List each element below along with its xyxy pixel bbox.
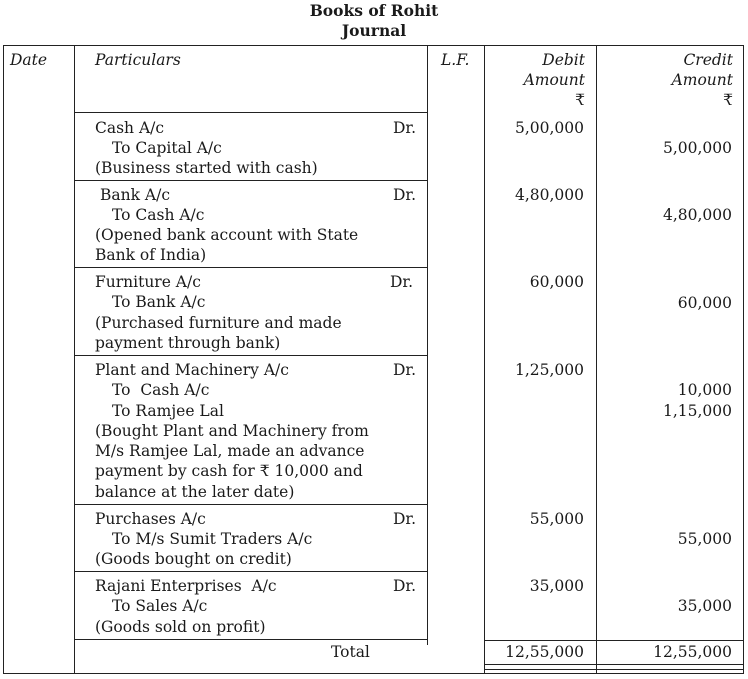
- entry-debit: 4,80,000: [514, 186, 584, 204]
- entry-debit: 35,000: [529, 577, 584, 595]
- total-rule-bottom-2: [484, 669, 744, 670]
- entry-narration: (Purchased furniture and made: [95, 314, 342, 332]
- header-debit: Debit Amount ₹: [523, 51, 585, 109]
- entry-to-line: To Sales A/c: [112, 597, 208, 615]
- total-credit: 12,55,000: [653, 643, 732, 661]
- entry-credit: 10,000: [677, 381, 732, 399]
- entry-narration: payment by cash for ₹ 10,000 and: [95, 462, 363, 480]
- entry-dr: Dr.: [393, 186, 417, 204]
- entry-divider: [74, 571, 427, 572]
- entry-dr: Dr.: [393, 119, 417, 137]
- entry-narration: (Business started with cash): [95, 159, 318, 177]
- entry-account: Furniture A/c: [95, 273, 201, 291]
- entry-narration: (Opened bank account with State: [95, 226, 359, 244]
- entry-narration: payment through bank): [95, 334, 281, 352]
- total-rule-top: [484, 640, 744, 641]
- entry-to-line: To Ramjee Lal: [112, 402, 224, 420]
- entry-credit: 4,80,000: [662, 206, 732, 224]
- book-title: Books of Rohit: [309, 1, 439, 20]
- entry-account: Cash A/c: [95, 119, 165, 137]
- entry-to-line: To Capital A/c: [112, 139, 222, 157]
- col-divider-lf: [484, 45, 485, 674]
- entry-account: Plant and Machinery A/c: [95, 361, 289, 379]
- total-debit: 12,55,000: [505, 643, 584, 661]
- entry-account: Purchases A/c: [95, 510, 206, 528]
- entry-divider: [74, 355, 427, 356]
- entry-debit: 1,25,000: [514, 361, 584, 379]
- entry-account: Rajani Enterprises A/c: [95, 577, 277, 595]
- entry-narration: balance at the later date): [95, 483, 295, 501]
- entry-debit: 60,000: [529, 273, 584, 291]
- entry-debit: 55,000: [529, 510, 584, 528]
- entry-debit: 5,00,000: [514, 119, 584, 137]
- total-label: Total: [331, 643, 370, 661]
- entry-credit: 55,000: [677, 530, 732, 548]
- entry-account: Bank A/c: [100, 186, 171, 204]
- entry-credit: 1,15,000: [662, 402, 732, 420]
- entry-credit: 60,000: [677, 294, 732, 312]
- header-divider: [74, 112, 427, 113]
- entry-dr: Dr.: [393, 577, 417, 595]
- entry-to-line: To Bank A/c: [112, 293, 206, 311]
- entry-narration: Bank of India): [95, 246, 207, 264]
- entry-credit: 5,00,000: [662, 139, 732, 157]
- entry-dr: Dr.: [393, 361, 417, 379]
- col-divider-particulars: [427, 45, 428, 645]
- total-rule-bottom-1: [484, 664, 744, 665]
- entry-dr: Dr.: [390, 273, 414, 291]
- col-divider-date: [74, 45, 75, 674]
- entry-credit: 35,000: [677, 597, 732, 615]
- entry-divider: [74, 267, 427, 268]
- entry-divider: [74, 639, 427, 640]
- entry-divider: [74, 504, 427, 505]
- entry-narration: (Bought Plant and Machinery from: [95, 422, 369, 440]
- entry-to-line: To M/s Sumit Traders A/c: [112, 530, 313, 548]
- entry-to-line: To Cash A/c: [112, 206, 205, 224]
- entry-divider: [74, 180, 427, 181]
- col-divider-debit: [596, 45, 597, 674]
- header-credit: Credit Amount ₹: [671, 51, 733, 109]
- journal-title: Journal: [341, 21, 407, 40]
- entry-narration: (Goods sold on profit): [95, 618, 266, 636]
- entry-narration: (Goods bought on credit): [95, 550, 292, 568]
- header-lf: L.F.: [441, 51, 470, 69]
- header-date: Date: [10, 51, 48, 69]
- entry-dr: Dr.: [393, 510, 417, 528]
- header-particulars: Particulars: [95, 51, 181, 69]
- entry-to-line: To Cash A/c: [112, 381, 210, 399]
- entry-narration: M/s Ramjee Lal, made an advance: [95, 442, 365, 460]
